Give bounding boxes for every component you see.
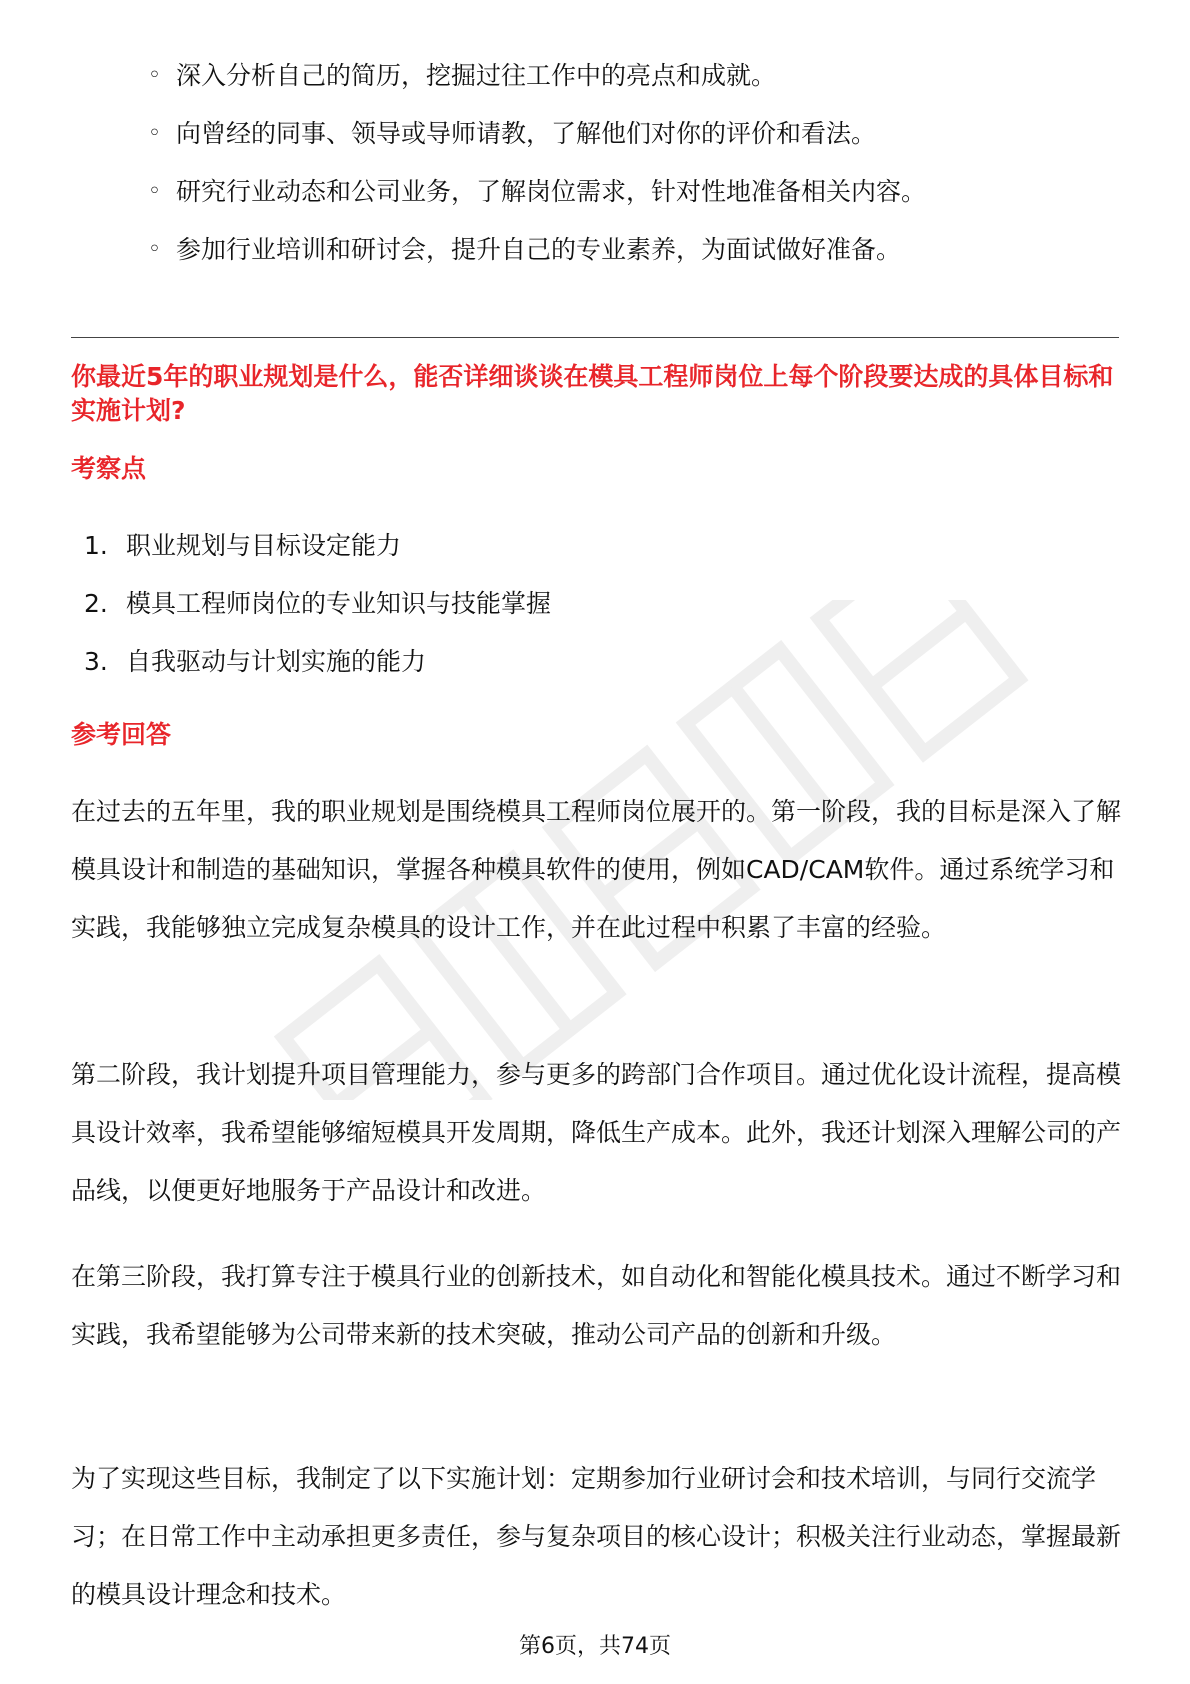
answer-paragraph: 在第三阶段，我打算专注于模具行业的创新技术，如自动化和智能化模具技术。通过不断学习和实践，我希望能够为公司带来新的技术突破，推动公司产品的创新和升级。 (71, 1262, 1122, 1349)
bullet-list (148, 58, 1108, 290)
list-item: ◦ 深入分析自己的简历，挖掘过往工作中的亮点和成就。 (148, 58, 1108, 94)
page-number: 第6页，共74页 (519, 1634, 671, 1659)
exam-points-title: 考察点 (71, 454, 147, 483)
answer-paragraph: 第二阶段，我计划提升项目管理能力，参与更多的跨部门合作项目。通过优化设计流程，提高模具设计效率，我希望能够缩短模具开发周期，降低生产成本。此外，我还计划深入理解公司的产品线，以便更好地服务于产品设计和改进。 (71, 1060, 1122, 1205)
list-number: 1. (84, 531, 108, 560)
list-item: ◦ 向曾经的同事、领导或导师请教，了解他们对你的评价和看法。 (148, 116, 1108, 152)
list-item: 1. 职业规划与目标设定能力 (84, 528, 551, 564)
list-item: 3. 自我驱动与计划实施的能力 (84, 644, 551, 680)
bullet-icon: ◦ (148, 237, 161, 262)
list-number: 2. (84, 589, 108, 618)
list-item: 2. 模具工程师岗位的专业知识与技能掌握 (84, 586, 551, 622)
list-number: 3. (84, 647, 108, 676)
bullet-icon: ◦ (148, 63, 161, 88)
exam-points-list (84, 528, 551, 702)
section-divider (71, 337, 1119, 338)
answer-paragraph: 为了实现这些目标，我制定了以下实施计划：定期参加行业研讨会和技术培训，与同行交流学习；在日常工作中主动承担更多责任，参与复杂项目的核心设计；积极关注行业动态，掌握最新的模具设计理念和技术。 (71, 1464, 1122, 1609)
answer-paragraph: 在过去的五年里，我的职业规划是围绕模具工程师岗位展开的。第一阶段，我的目标是深入了解模具设计和制造的基础知识，掌握各种模具软件的使用，例如CAD/CAM软件。通过系统学习和实践，我能够独立完成复杂模具的设计工作，并在此过程中积累了丰富的经验。 (71, 797, 1122, 942)
list-item: ◦ 研究行业动态和公司业务，了解岗位需求，针对性地准备相关内容。 (148, 174, 1108, 210)
answer-title: 参考回答 (71, 720, 172, 749)
list-item: ◦ 参加行业培训和研讨会，提升自己的专业素养，为面试做好准备。 (148, 232, 1108, 268)
bullet-icon: ◦ (148, 179, 161, 204)
question-heading: 你最近5年的职业规划是什么，能否详细谈谈在模具工程师岗位上每个阶段要达成的具体目标和实施计划? (71, 362, 1114, 425)
bullet-icon: ◦ (148, 121, 161, 146)
